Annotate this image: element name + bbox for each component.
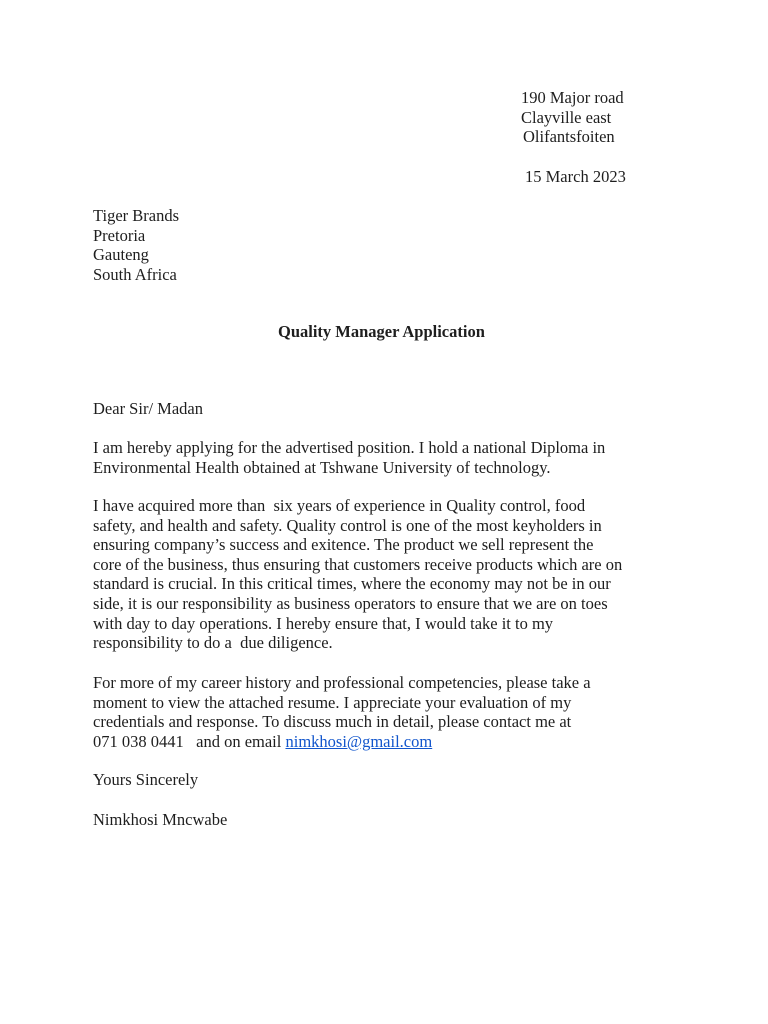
- paragraph-line: I have acquired more than six years of experience in Quality control, food: [93, 496, 586, 515]
- paragraph-line: safety, and health and safety. Quality control is one of the most keyholders in: [93, 515, 602, 535]
- paragraph-line: moment to view the attached resume. I appreciate your evaluation of my: [93, 692, 572, 712]
- paragraph-experience: [93, 496, 622, 653]
- email-link[interactable]: nimkhosi@gmail.com: [285, 731, 433, 751]
- recipient-address-line1: Tiger Brands: [93, 206, 180, 225]
- letter-subject: Quality Manager Application: [278, 322, 485, 341]
- paragraph-line: responsibility to do a due diligence.: [93, 633, 333, 653]
- sender-address-line2: Clayville east: [521, 107, 612, 127]
- recipient-address: [93, 206, 179, 284]
- sender-address-line3: Olifantsfoiten: [523, 127, 615, 147]
- paragraph-line: I am hereby applying for the advertised position. I hold a national Diploma in: [93, 438, 606, 457]
- paragraph-line: standard is crucial. In this critical times, where the economy may not be in our: [93, 574, 611, 594]
- paragraph-line: core of the business, thus ensuring that customers receive products which are on: [93, 554, 623, 574]
- paragraph-line: side, it is our responsibility as business operators to ensure that we are on toes: [93, 593, 608, 613]
- recipient-address-line4: South Africa: [93, 264, 177, 284]
- paragraph-line: For more of my career history and professional competencies, please take a: [93, 673, 591, 692]
- sender-address-line1: 190 Major road: [521, 88, 624, 107]
- salutation: Dear Sir/ Madan: [93, 399, 203, 418]
- signature-name: Nimkhosi Mncwabe: [93, 810, 228, 829]
- paragraph-line: ensuring company’s success and exitence. The product we sell represent the: [93, 535, 594, 555]
- recipient-address-line2: Pretoria: [93, 225, 146, 245]
- phone-text: 071 038 0441 and on email: [93, 731, 286, 751]
- recipient-address-line3: Gauteng: [93, 245, 149, 265]
- paragraph-line: Environmental Health obtained at Tshwane University of technology.: [93, 457, 551, 477]
- closing: Yours Sincerely: [93, 770, 199, 789]
- contact-line: [93, 732, 591, 752]
- sender-address: [521, 88, 624, 147]
- letter-date: 15 March 2023: [525, 167, 626, 186]
- paragraph-line: credentials and response. To discuss much in detail, please contact me at: [93, 712, 572, 732]
- paragraph-line: with day to day operations. I hereby ensure that, I would take it to my: [93, 613, 554, 633]
- paragraph-resume: [93, 673, 591, 751]
- paragraph-intro: [93, 438, 605, 477]
